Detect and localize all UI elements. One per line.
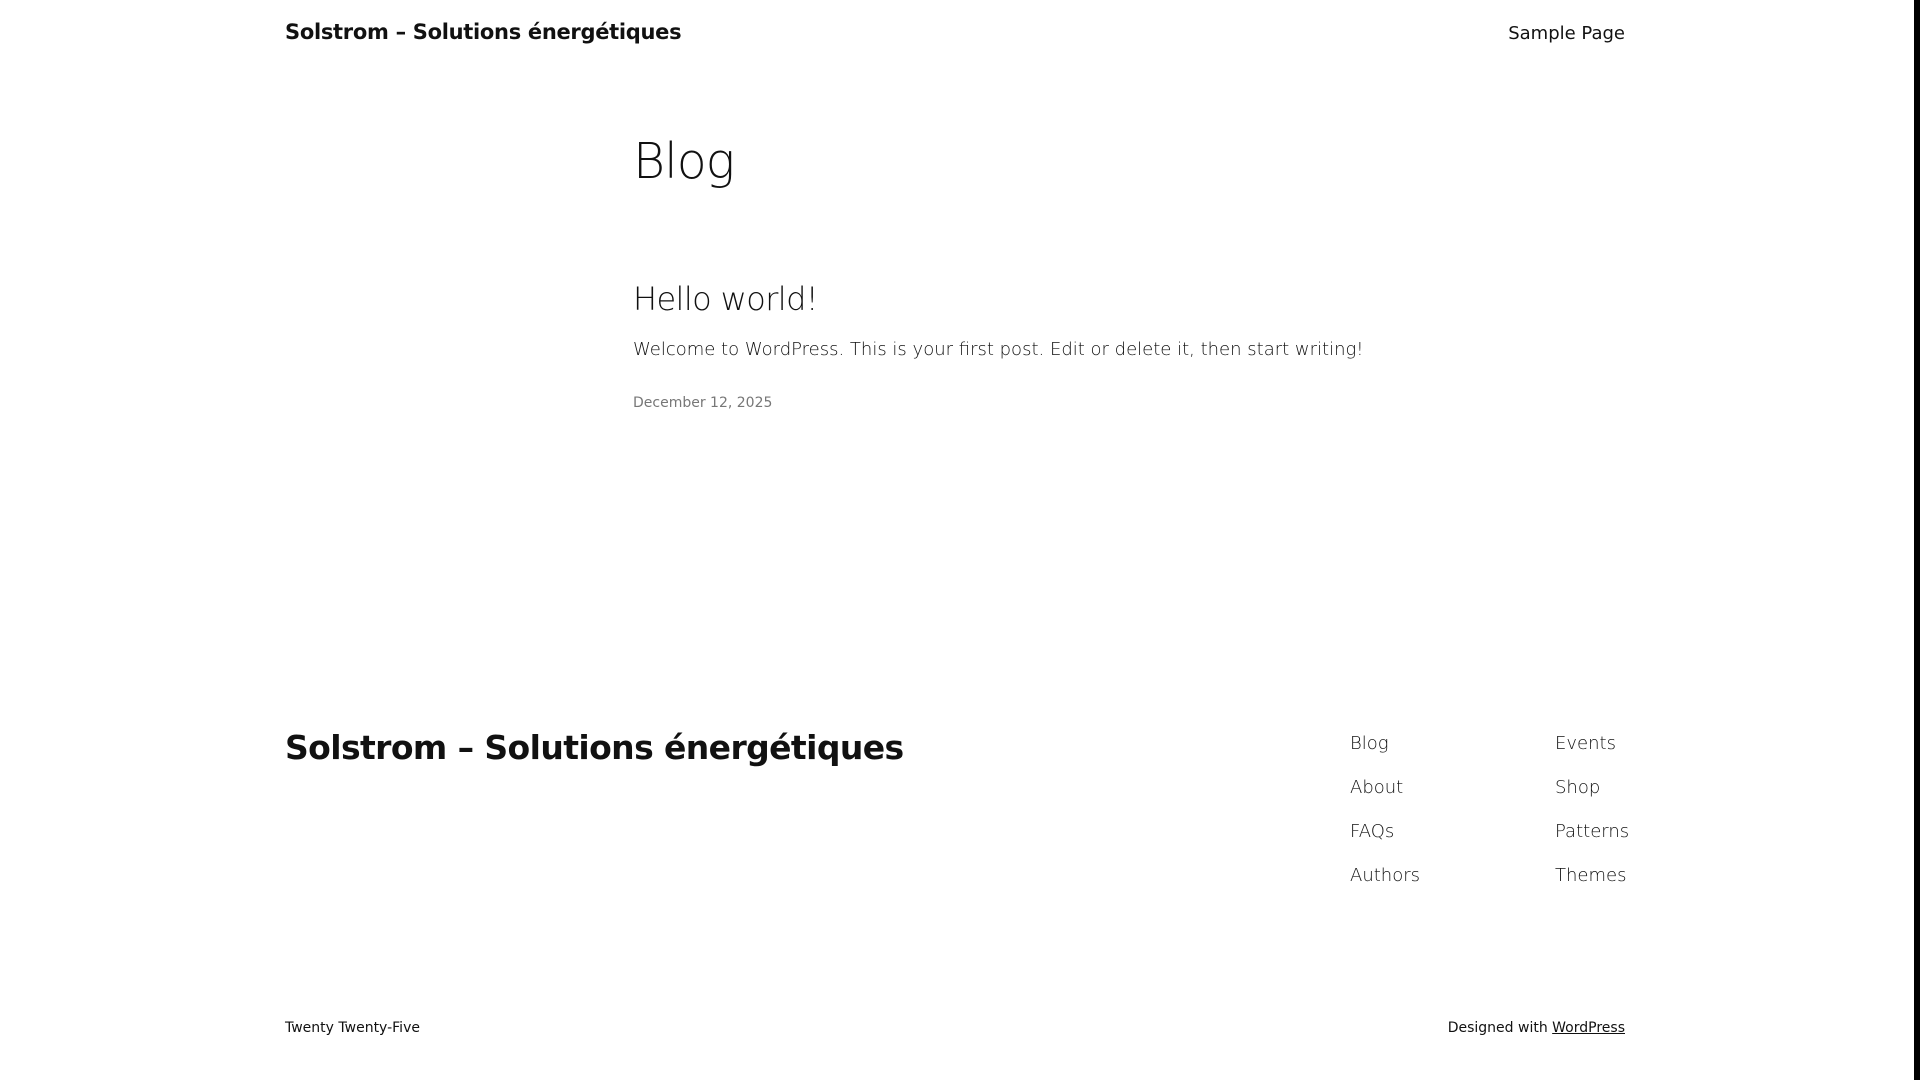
post-title-link[interactable]: Hello world! bbox=[633, 280, 819, 318]
post-date-link[interactable]: December 12, 2025 bbox=[633, 395, 773, 411]
footer-link-about[interactable]: About bbox=[1350, 777, 1404, 798]
footer-link-themes[interactable]: Themes bbox=[1555, 865, 1627, 886]
footer-theme-name: Twenty Twenty-Five bbox=[285, 1020, 420, 1036]
footer-credit bbox=[1448, 1020, 1625, 1036]
footer-wordpress-link[interactable]: WordPress bbox=[1552, 1020, 1625, 1036]
footer-link-events[interactable]: Events bbox=[1555, 733, 1616, 754]
footer-site-title-link[interactable]: Solstrom – Solutions énergétiques bbox=[285, 728, 904, 767]
footer-link-shop[interactable]: Shop bbox=[1555, 777, 1601, 798]
window-edge-bar bbox=[1914, 0, 1920, 1080]
footer-nav-column-1 bbox=[1350, 733, 1420, 887]
site-title-link[interactable]: Solstrom – Solutions énergétiques bbox=[285, 20, 682, 44]
footer-nav-column-2 bbox=[1555, 733, 1629, 887]
footer-link-blog[interactable]: Blog bbox=[1350, 733, 1389, 754]
post-excerpt: Welcome to WordPress. This is your first post. Edit or delete it, then start writing! bbox=[633, 339, 1364, 360]
footer-link-authors[interactable]: Authors bbox=[1350, 865, 1420, 886]
nav-link-sample-page[interactable]: Sample Page bbox=[1508, 23, 1625, 44]
footer-credit-prefix: Designed with bbox=[1447, 1020, 1548, 1036]
page-title: Blog bbox=[633, 133, 735, 190]
footer-link-patterns[interactable]: Patterns bbox=[1555, 821, 1630, 842]
footer-link-faqs[interactable]: FAQs bbox=[1350, 821, 1395, 842]
